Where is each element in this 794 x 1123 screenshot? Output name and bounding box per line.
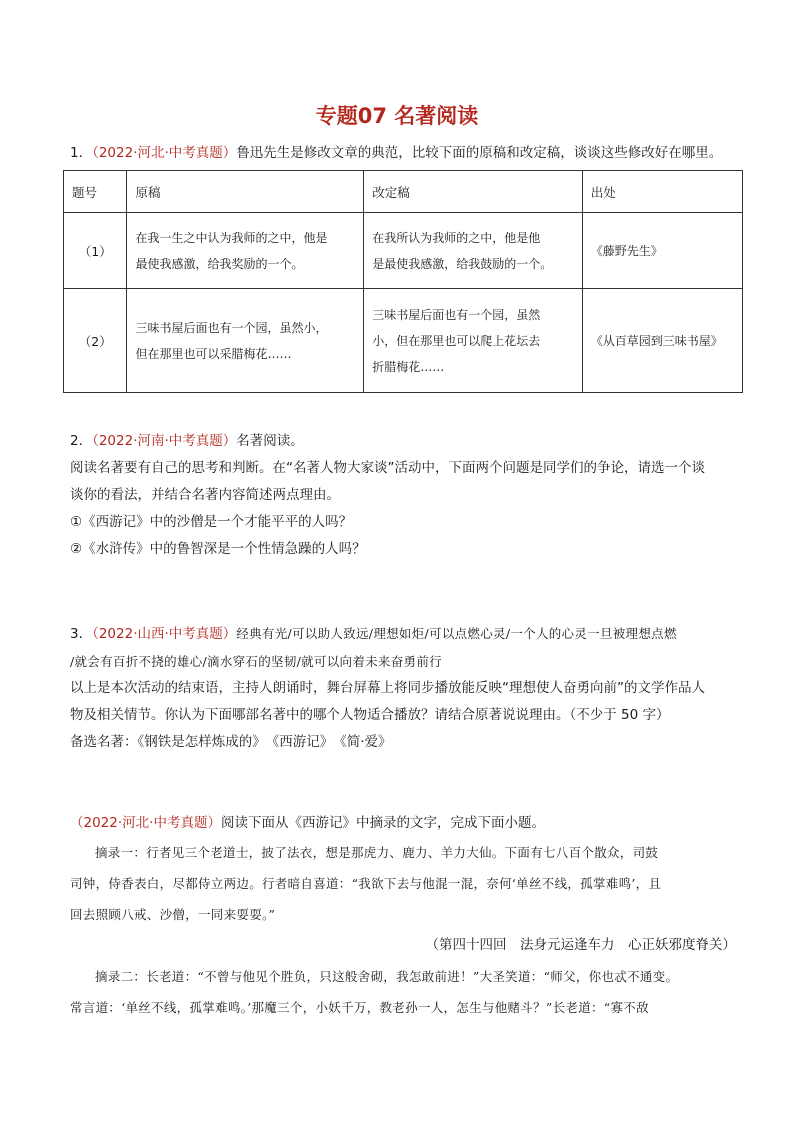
excerpt-2-line1: 摘录二：长老道：“不曾与他见个胜负，只这般舍砌，我怎敢前进！”大圣笑道：“师父，你也忒不通变。 [95,969,679,984]
q4-source: （2022·河北·中考真题） [70,815,221,831]
q3-number: 3． [70,626,93,642]
header-src: 出处 [582,171,742,213]
q2-option-1: ①《西游记》中的沙僧是一个才能平平的人吗？ [70,514,353,530]
q2-source: （2022·河南·中考真题） [92,433,237,449]
q3-candidates: 备选名著：《钢铁是怎样炼成的》 《西游记》 《简·爱》 [70,734,392,750]
revision-table [63,170,743,393]
q1-number: 1． [70,145,93,161]
header-rev: 改定稿 [364,171,583,213]
question-1 [70,140,736,167]
excerpt-2-line2: 常言道：‘单丝不线，孤掌难鸣。’那魔三个，小妖千万，教老孙一人，怎生与他赌斗？”长老道：“寡不敌 [70,1000,649,1015]
row1-num: （1） [64,213,127,289]
q3-poem-line1: 经典有光/可以助人致远/理想如炬/可以点燃心灵/一个人的心灵一旦被理想点燃 [236,626,677,641]
question-4 [70,810,736,1023]
q4-head [70,810,736,837]
row2-rev-line3: 折腊梅花…… [372,359,445,374]
table-header-row [64,171,743,213]
table-row [64,213,743,289]
page-title: 专题07 名著阅读 [315,104,479,128]
q3-poem-line2: /就会有百折不挠的雄心/滴水穿石的坚韧/就可以向着未来奋勇前行 [70,654,442,669]
question-3 [70,620,736,756]
q3-para-line2: 物及相关情节。你认为下面哪部名著中的哪个人物适合播放？请结合原著说说理由。（不少于 50 字） [70,707,670,723]
chapter-citation: （第四十四回 法身元运逢车力 心正妖邪度脊关） [425,937,736,953]
row2-orig [127,289,364,393]
row1-rev-line1: 在我所认为我师的之中，他是他 [372,230,541,245]
row1-orig-line2: 最使我感激，给我奖励的一个。 [135,256,304,271]
q1-source: （2022·河北·中考真题） [92,145,237,161]
row1-rev-line2: 是最使我感激，给我鼓励的一个。 [372,256,553,271]
row1-src: 《藤野先生》 [582,213,742,289]
q2-text: 名著阅读。 [236,433,304,449]
excerpt-1-line1: 摘录一：行者见三个老道士，披了法衣，想是那虎力、鹿力、羊力大仙。下面有七八百个散众，司鼓 [95,845,659,860]
row2-orig-line2: 但在那里也可以采腊梅花…… [135,346,292,361]
row1-orig [127,213,364,289]
row1-orig-line1: 在我一生之中认为我师的之中，他是 [135,230,328,245]
q2-option-2: ②《水浒传》中的鲁智深是一个性情急躁的人吗？ [70,541,366,557]
q4-text: 阅读下面从《西游记》中摘录的文字，完成下面小题。 [220,815,545,831]
q2-para-line1: 阅读名著要有自己的思考和判断。在“名著人物大家谈”活动中，下面两个问题是同学们的争论，请选一个谈 [70,460,705,476]
row2-num: （2） [64,289,127,393]
q2-number: 2． [70,433,93,449]
q1-text: 鲁迅先生是修改文章的典范，比较下面的原稿和改定稿，谈谈这些修改好在哪里。 [236,145,723,161]
q2-para-line2: 谈你的看法，并结合名著内容简述两点理由。 [70,487,340,503]
row2-orig-line1: 三味书屋后面也有一个园，虽然小， [135,320,328,335]
table-row [64,289,743,393]
question-2 [70,428,736,563]
row2-src: 《从百草园到三味书屋》 [582,289,742,393]
excerpt-1-line2: 司钟，侍香表白，尽都侍立两边。行者暗自喜道：“我欲下去与他混一混，奈何‘单丝不线，孤掌难鸣’，且 [70,876,662,891]
excerpt-1-line3: 回去照顾八戒、沙僧，一同来耍耍。” [70,907,276,922]
q3-line1 [70,620,736,648]
row2-rev-line1: 三味书屋后面也有一个园，虽然 [372,307,541,322]
row2-rev [364,289,583,393]
q2-head [70,428,736,455]
header-num: 题号 [64,171,127,213]
q3-para-line1: 以上是本次活动的结束语，主持人朗诵时，舞台屏幕上将同步播放能反映“理想使人奋勇向前”的文学作品人 [70,680,705,696]
row1-rev [364,213,583,289]
header-orig: 原稿 [127,171,364,213]
q3-source: （2022·山西·中考真题） [92,626,237,642]
row2-rev-line2: 小，但在那里也可以爬上花坛去 [372,333,541,348]
